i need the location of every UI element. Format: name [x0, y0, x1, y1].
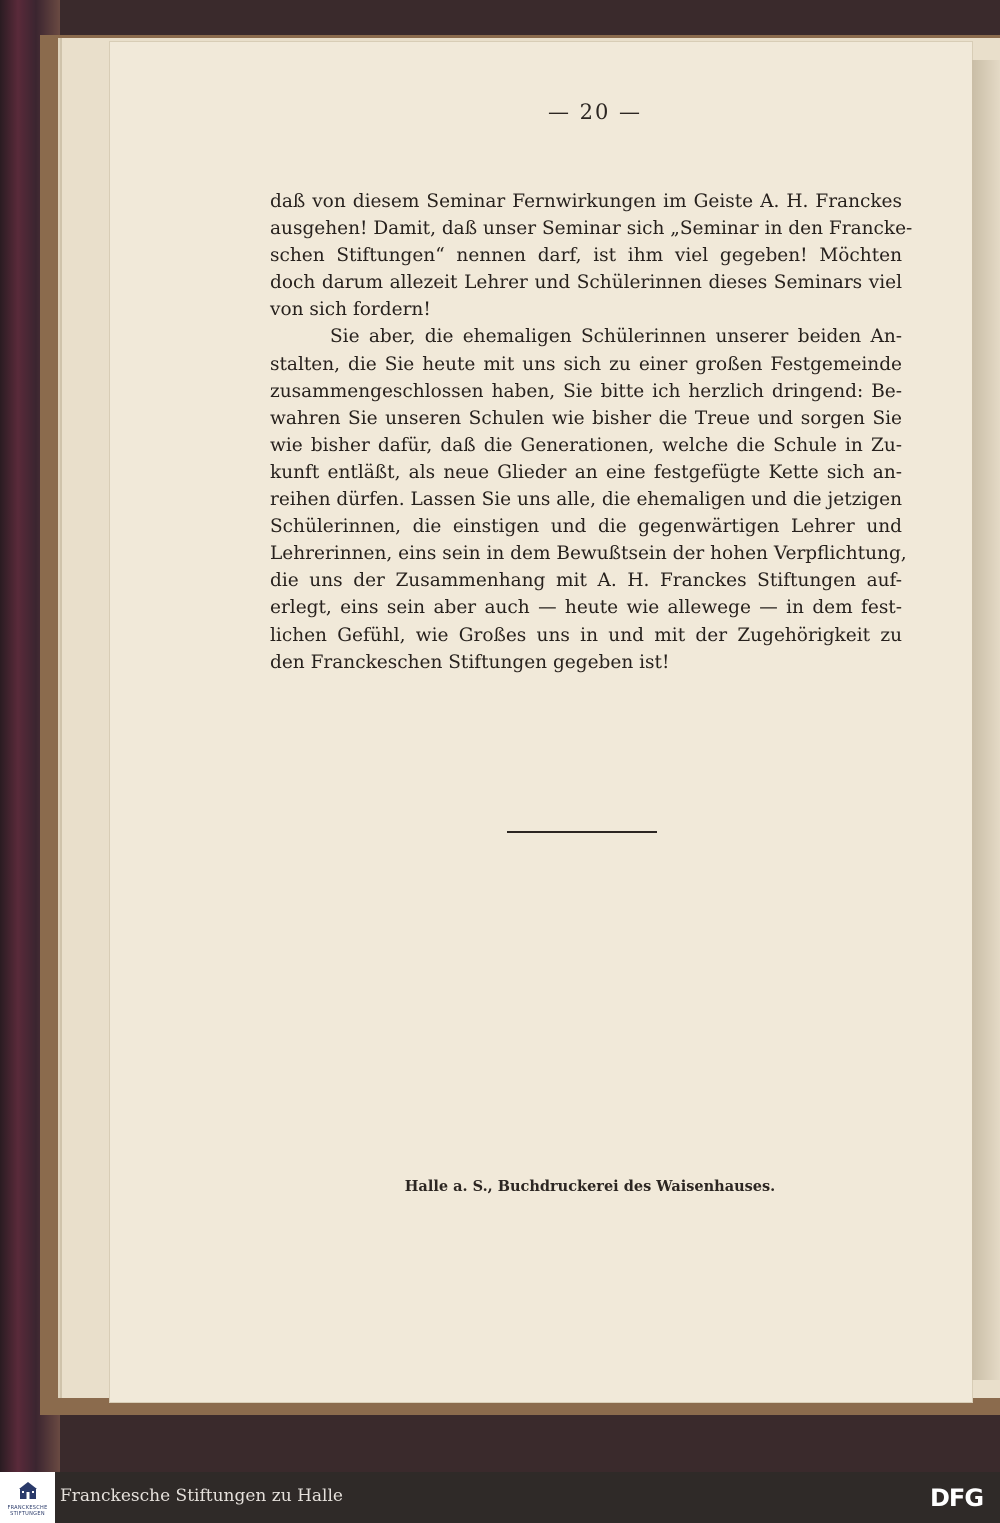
text-line: Sie aber, die ehemaligen Schülerinnen unserer beiden An- — [330, 326, 902, 348]
text-line: lichen Gefühl, wie Großes uns in und mit der Zugehörigkeit zu — [270, 624, 902, 646]
dfg-logo[interactable]: DFG — [930, 1484, 984, 1512]
printer-imprint: Halle a. S., Buchdruckerei des Waisenhauses. — [404, 1178, 776, 1195]
text-line: stalten, die Sie heute mit uns sich zu einer großen Festgemeinde — [270, 353, 902, 375]
page-body-text — [270, 188, 913, 676]
text-line: Lehrerinnen, eins sein in dem Bewußtsein der hohen Verpflichtung, — [270, 543, 907, 565]
page-number: — 20 — — [547, 100, 643, 124]
section-divider — [507, 831, 657, 833]
text-line: kunft entläßt, als neue Glieder an eine festgefügte Kette sich an- — [270, 461, 902, 483]
text-line: wahren Sie unseren Schulen wie bisher die Treue und sorgen Sie — [270, 407, 902, 429]
institution-name: Franckesche Stiftungen zu Halle — [60, 1486, 343, 1506]
text-line: erlegt, eins sein aber auch — heute wie allewege — in dem fest- — [270, 597, 902, 619]
institution-logo[interactable] — [0, 1472, 55, 1523]
viewer-footer — [0, 1472, 1000, 1523]
text-line: den Franckeschen Stiftungen gegeben ist! — [270, 651, 670, 673]
text-line: wie bisher dafür, daß die Generationen, welche die Schule in Zu- — [270, 434, 902, 456]
text-line: Schülerinnen, die einstigen und die gegenwärtigen Lehrer und — [270, 516, 902, 538]
text-line: doch darum allezeit Lehrer und Schülerinnen dieses Seminars viel — [270, 272, 902, 294]
francke-building-icon — [18, 1480, 38, 1500]
page-gutter — [972, 60, 1000, 1380]
text-line: reihen dürfen. Lassen Sie uns alle, die ehemaligen und die jetzigen — [270, 489, 902, 511]
text-line: schen Stiftungen“ nennen darf, ist ihm viel gegeben! Möchten — [270, 245, 902, 267]
text-line: von sich fordern! — [270, 299, 431, 321]
text-line: die uns der Zusammenhang mit A. H. Franckes Stiftungen auf- — [270, 570, 902, 592]
logo-text: FRANCKESCHE STIFTUNGEN — [7, 1505, 48, 1517]
text-line: zusammengeschlossen haben, Sie bitte ich herzlich dringend: Be- — [270, 380, 902, 402]
text-line: daß von diesem Seminar Fernwirkungen im Geiste A. H. Franckes — [270, 191, 902, 212]
text-line: ausgehen! Damit, daß unser Seminar sich „Seminar in den Francke- — [270, 218, 913, 240]
